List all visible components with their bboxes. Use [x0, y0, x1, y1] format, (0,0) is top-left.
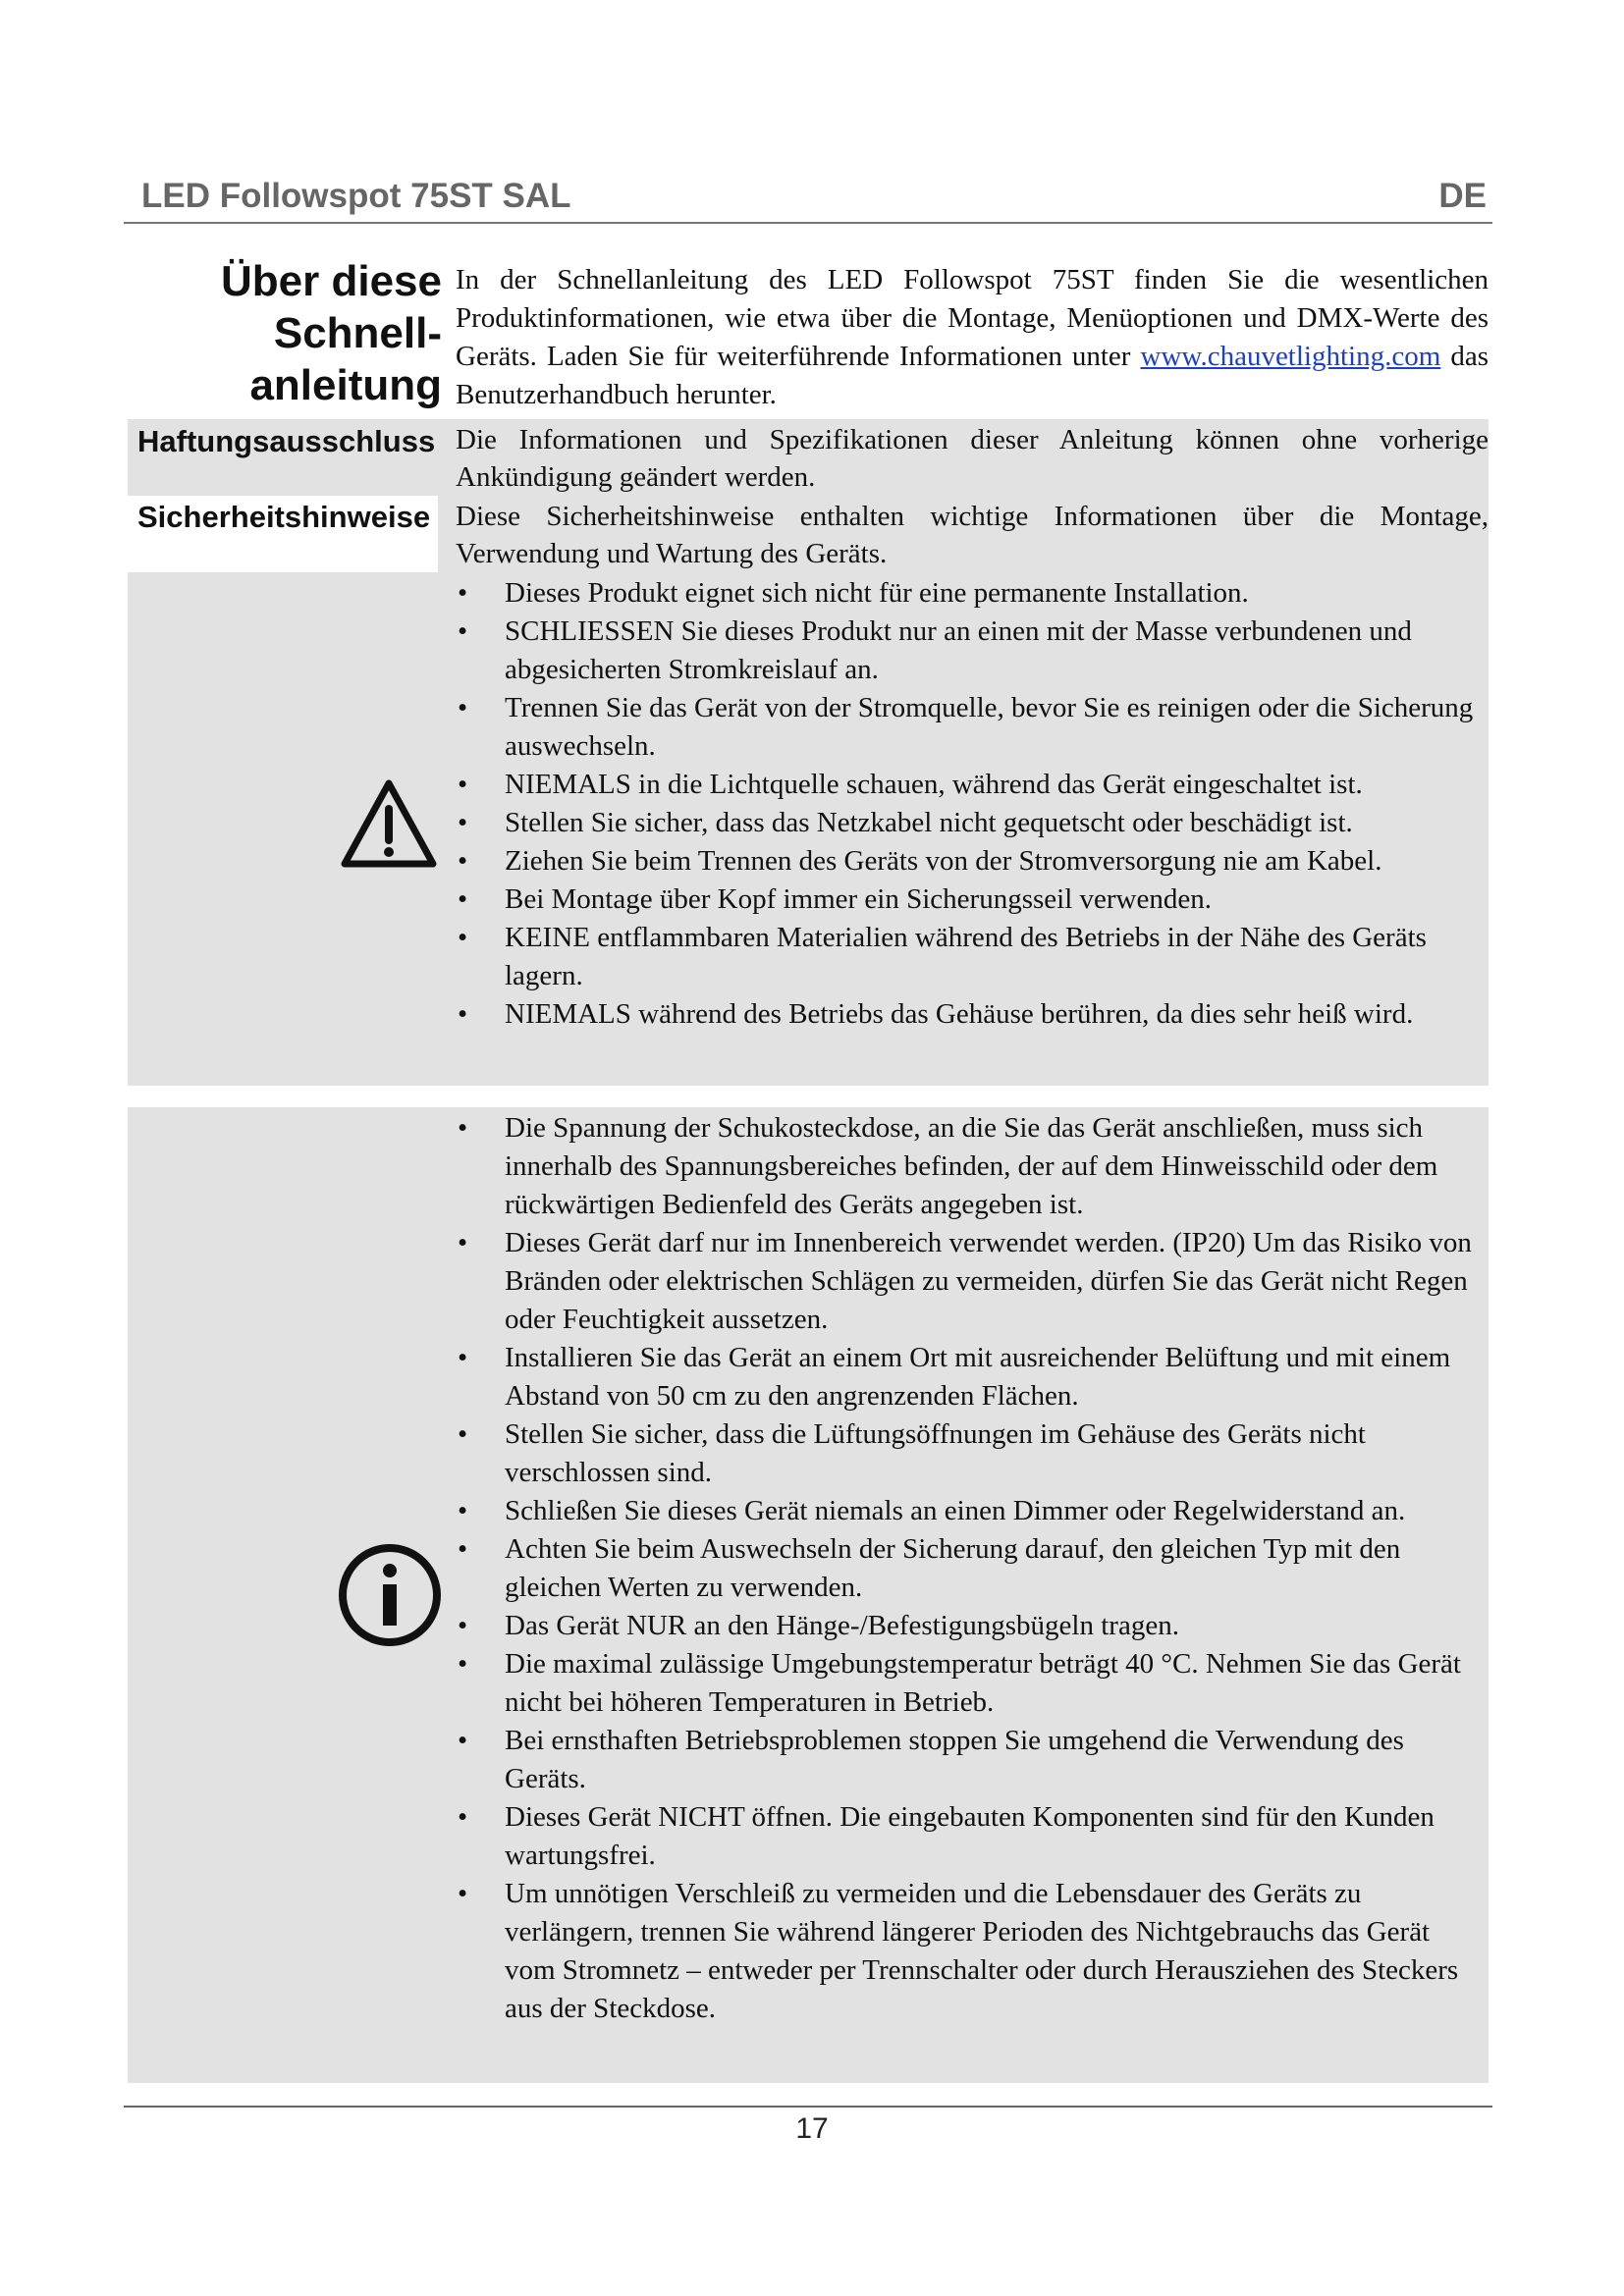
list-item: • Die maximal zulässige Umgebungstemperatur beträgt 40 °C. Nehmen Sie das Gerät nicht bei höheren Temperaturen in Betrieb.	[448, 1645, 1489, 1722]
disclaimer-label: Haftungsausschluss	[137, 424, 436, 458]
document-title: LED Followspot 75ST SAL	[141, 177, 571, 215]
info-circle-icon	[336, 1541, 444, 1649]
list-item: • Achten Sie beim Auswechseln der Sicherung darauf, den gleichen Typ mit den gleichen Werten zu verwenden.	[448, 1530, 1489, 1607]
list-item: • NIEMALS in die Lichtquelle schauen, während das Gerät eingeschaltet ist.	[448, 766, 1489, 804]
list-item: • Stellen Sie sicher, dass das Netzkabel nicht gequetscht oder beschädigt ist.	[448, 804, 1489, 842]
list-item: • KEINE entflammbaren Materialien während des Betriebs in der Nähe des Geräts lagern.	[448, 919, 1489, 995]
language-code: DE	[1438, 177, 1487, 215]
list-item: • Ziehen Sie beim Trennen des Geräts von der Stromversorgung nie am Kabel.	[448, 842, 1489, 881]
footer-divider	[124, 2106, 1492, 2108]
section-heading	[221, 255, 442, 411]
list-item: • Trennen Sie das Gerät von der Stromquelle, bevor Sie es reinigen oder die Sicherung auswechseln.	[448, 689, 1489, 766]
list-item: • Die Spannung der Schukosteckdose, an die Sie das Gerät anschließen, muss sich innerhalb des Spannungsbereiches befinden, der auf dem Hinweisschild oder dem rückwärtigen Bedienfeld des Geräts angegeben ist.	[448, 1109, 1489, 1224]
intro-paragraph	[456, 261, 1489, 414]
disclaimer-text: Die Informationen und Spezifikationen dieser Anleitung können ohne vorherige Ankündigung geändert werden.	[456, 424, 1489, 493]
intro-text-end: das Benutzerhandbuch herunter.	[456, 341, 1489, 410]
notes-list	[448, 1109, 1489, 2028]
list-item: • Das Gerät NUR an den Hänge-/Befestigungsbügeln tragen.	[448, 1607, 1489, 1645]
list-item: • Dieses Gerät NICHT öffnen. Die eingebauten Komponenten sind für den Kunden wartungsfrei.	[448, 1798, 1489, 1875]
list-item: • Bei Montage über Kopf immer ein Sicherungsseil verwenden.	[448, 881, 1489, 919]
warning-triangle-icon	[340, 777, 438, 870]
section-heading-line: Über diese	[221, 257, 442, 305]
list-item: • Installieren Sie das Gerät an einem Ort mit ausreichender Belüftung und mit einem Abstand von 50 cm zu den angrenzenden Flächen.	[448, 1339, 1489, 1415]
list-item: • Bei ernsthaften Betriebsproblemen stoppen Sie umgehend die Verwendung des Geräts.	[448, 1722, 1489, 1798]
page-header	[124, 175, 1492, 224]
list-item: • Dieses Produkt eignet sich nicht für eine permanente Installation.	[448, 574, 1489, 613]
list-item: • SCHLIESSEN Sie dieses Produkt nur an einen mit der Masse verbundenen und abgesicherten Stromkreislauf an.	[448, 613, 1489, 689]
list-item: • Schließen Sie dieses Gerät niemals an einen Dimmer oder Regelwiderstand an.	[448, 1492, 1489, 1530]
safety-intro-text: Diese Sicherheitshinweise enthalten wichtige Informationen über die Montage, Verwendung und Wartung des Geräts.	[456, 501, 1489, 569]
list-item: • Stellen Sie sicher, dass die Lüftungsöffnungen im Gehäuse des Geräts nicht verschlossen sind.	[448, 1415, 1489, 1492]
list-item: • Um unnötigen Verschleiß zu vermeiden und die Lebensdauer des Geräts zu verlängern, trennen Sie während längerer Perioden des Nichtgebrauchs das Gerät vom Stromnetz – entweder per Trennschalter oder durch Herausziehen des Steckers aus der Steckdose.	[448, 1875, 1489, 2028]
website-link[interactable]: www.chauvetlighting.com	[1140, 341, 1441, 372]
intro-text: In der Schnellanleitung des LED Followspot 75ST finden Sie die wesentlichen Produktinformationen, wie etwa über die Montage, Menüoptionen und DMX-Werte des Geräts. Laden Sie für weiterführende Informationen unter	[456, 264, 1489, 372]
list-item: • Dieses Gerät darf nur im Innenbereich verwendet werden. (IP20) Um das Risiko von Bränden oder elektrischen Schlägen zu vermeiden, dürfen Sie das Gerät nicht Regen oder Feuchtigkeit aussetzen.	[448, 1224, 1489, 1339]
section-heading-line: anleitung	[249, 361, 442, 409]
section-heading-line: Schnell-	[273, 309, 442, 357]
list-item: • NIEMALS während des Betriebs das Gehäuse berühren, da dies sehr heiß wird.	[448, 995, 1489, 1034]
safety-label: Sicherheitshinweise	[137, 500, 431, 534]
page-number: 17	[795, 2112, 829, 2145]
warnings-list	[448, 574, 1489, 1034]
